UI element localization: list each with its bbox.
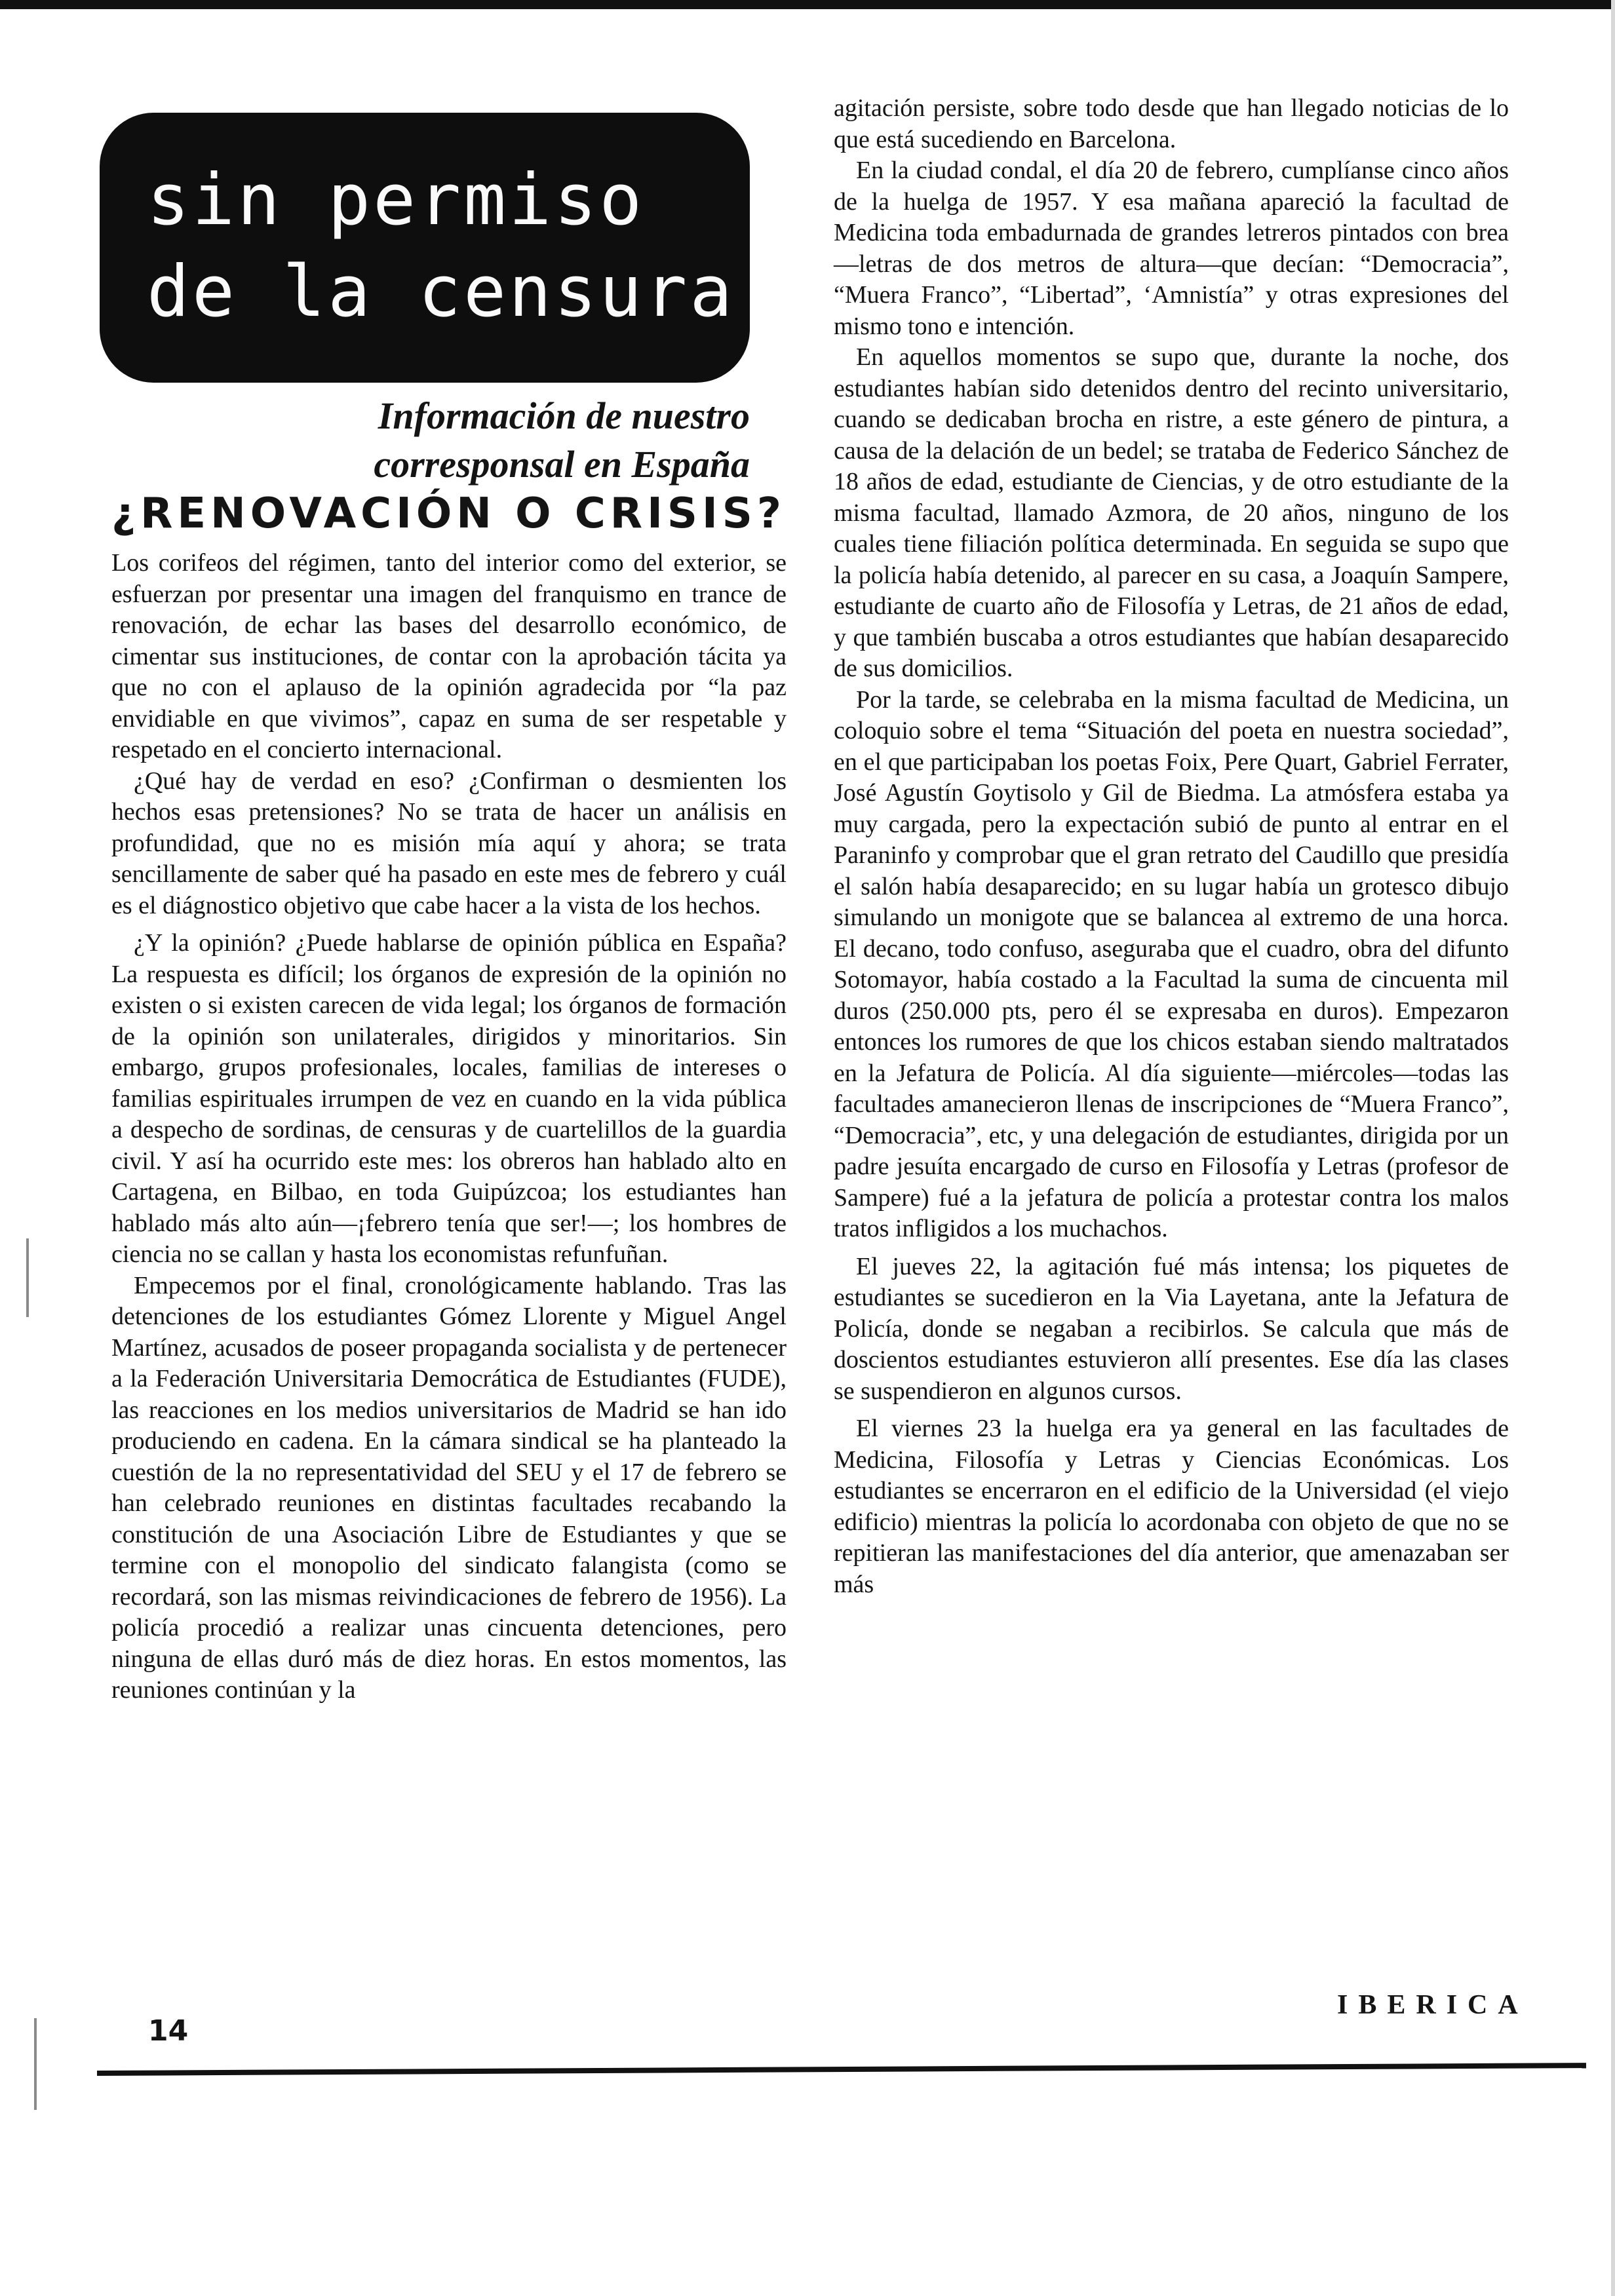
paragraph: Empecemos por el final, cronológicamente hablando. Tras las detenciones de los estudiantes Gómez Llorente y Miguel Angel Martínez, acusados de poseer propaganda socialista y de pertenecer a la Federación Universitaria Democrática de Estudiantes (FUDE), las reacciones en los medios universitarios de Madrid se han ido produciendo en cadena. En la cámara sindical se ha planteado la cuestión de la no representatividad del SEU y el 17 de febrero se han celebrado reuniones en distintas facultades recabando la constitución de una Asociación Libre de Estudiantes y que se termine con el monopolio del sindicato falangista (como se recordará, son las mismas reivindicaciones de febrero de 1956). La policía procedió a realizar unas cincuenta detenciones, pero ninguna de ellas duró más de diez horas. En estos momentos, las reuniones continúan y la: [111, 1271, 787, 1704]
title-banner: [100, 113, 750, 383]
section-heading: ¿RENOVACIÓN O CRISIS?: [111, 489, 786, 538]
binding-edge-mark: [34, 2018, 37, 2110]
paragraph: En aquellos momentos se supo que, durante la noche, dos estudiantes habían sido detenidos dentro del recinto universitario, cuando se dedicaban brocha en ristre, a este género de pintura, a causa de la delación de un bedel; se trataba de Federico Sánchez de 18 años de edad, estudiante de Ciencias, y de otro estudiante de la misma facultad, llamado Azmora, de 20 años, ninguno de los cuales tiene filiación política determinada. En seguida se supo que la policía había detenido, al parecer en su casa, a Joaquín Sampere, estudiante de cuarto año de Filosofía y Letras, de 21 años de edad, y que también buscaba a otros estudiantes que habían desaparecido de sus domicilios.: [834, 343, 1509, 682]
left-text-column: [111, 548, 787, 1706]
bottom-rule: [97, 2063, 1586, 2076]
paragraph: agitación persiste, sobre todo desde que han llegado noticias de lo que está sucediendo en Barcelona.: [834, 94, 1509, 153]
paragraph: El jueves 22, la agitación fué más intensa; los piquetes de estudiantes se sucedieron en la Via Layetana, ante la Jefatura de Policía, donde se negaban a recibirlos. Se calcula que más de doscientos estudiantes estuvieron allí presentes. Ese día las clases se suspendieron en algunos cursos.: [834, 1252, 1509, 1405]
byline-line-2: corresponsal en España: [374, 443, 750, 486]
byline-line-1: Información de nuestro: [378, 394, 750, 437]
paragraph: Los corifeos del régimen, tanto del interior como del exterior, se esfuerzan por presentar una imagen del franquismo en trance de renovación, de echar las bases del desarrollo económico, de cimentar sus instituciones, de contar con la aprobación tácita ya que no con el aplauso de la opinión agradecida por “la paz envidiable en que vivimos”, capaz en suma de ser respetable y respetado en el concierto internacional.: [111, 549, 787, 763]
top-border-rule: [0, 0, 1615, 9]
right-text-column: [834, 93, 1509, 1600]
paragraph: ¿Y la opinión? ¿Puede hablarse de opinión pública en España? La respuesta es difícil; los órganos de expresión de la opinión no existen o si existen carecen de vida legal; los órganos de formación de la opinión son unilaterales, dirigidos y minoritarios. Sin embargo, grupos profesionales, locales, familias de intereses o familias espirituales irrumpen de vez en cuando en la vida pública a despecho de sordinas, de censuras y de cuartelillos de la guardia civil. Y así ha ocurrido este mes: los obreros han hablado alto en Cartagena, en Bilbao, en toda Guipúzcoa; los estudiantes han hablado más alto aún—¡febrero tenía que ser!—; los hombres de ciencia no se callan y hasta los economistas refunfuñan.: [111, 929, 787, 1268]
binding-edge-mark: [26, 1238, 29, 1317]
paragraph: Por la tarde, se celebraba en la misma facultad de Medicina, un coloquio sobre el tema “Situación del poeta en nuestra sociedad”, en el que participaban los poetas Foix, Pere Quart, Gabriel Ferrater, José Agustín Goytisolo y Gil de Biedma. La atmósfera estaba ya muy cargada, pero la expectación subió de punto al entrar en el Paraninfo y comprobar que el gran retrato del Caudillo que presidía el salón había desaparecido; en su lugar había un grotesco dibujo simulando un monigote que se balancea al extremo de una horca. El decano, todo confuso, aseguraba que el cuadro, obra del difunto Sotomayor, había costado a la Facultad la suma de cincuenta mil duros (250.000 pts, pero él se expresaba en duros). Empezaron entonces los rumores de que los chicos estaban siendo maltratados en la Jefatura de Policía. Al día siguiente—miércoles—todas las facultades amanecieron llenas de inscripciones de “Muera Franco”, “Democracia”, etc, y una delegación de estudiantes, dirigida por un padre jesuíta encargado de curso en Filosofía y Letras (profesor de Sampere) fué a la jefatura de policía a protestar contra los malos tratos infligidos a los muchachos.: [834, 685, 1509, 1242]
byline: [291, 392, 750, 489]
paragraph: En la ciudad condal, el día 20 de febrero, cumplíanse cinco años de la huelga de 1957. Y esa mañana apareció la facultad de Medicina toda embadurnada de grandes letreros pintados con brea—letras de dos metros de altura—que decían: “Democracia”, “Muera Franco”, “Libertad”, ‘Amnistía” y otras expresiones del mismo tono e intención.: [834, 157, 1509, 340]
paragraph: El viernes 23 la huelga era ya general en las facultades de Medicina, Filosofía y Letras y Ciencias Económicas. Los estudiantes se encerraron en el edificio de la Universidad (el viejo edificio) mientras la policía lo acordonaba con objeto de que no se repitieran las manifestaciones del día anterior, que amenazaban ser más: [834, 1415, 1509, 1598]
right-edge-shadow: [1611, 0, 1615, 2296]
banner-title-line-2: de la censura: [147, 251, 735, 333]
banner-title-line-1: sin permiso: [147, 159, 645, 241]
publication-masthead: IBERICA: [1337, 1990, 1528, 2020]
paragraph: ¿Qué hay de verdad en eso? ¿Confirman o desmienten los hechos esas pretensiones? No se trata de hacer un análisis en profundidad, que no es misión mía aquí y ahora; se trata sencillamente de saber qué ha pasado en este mes de febrero y cuál es el diágnostico objetivo que cabe hacer a la vista de los hechos.: [111, 767, 787, 919]
page-number: 14: [148, 2014, 189, 2048]
